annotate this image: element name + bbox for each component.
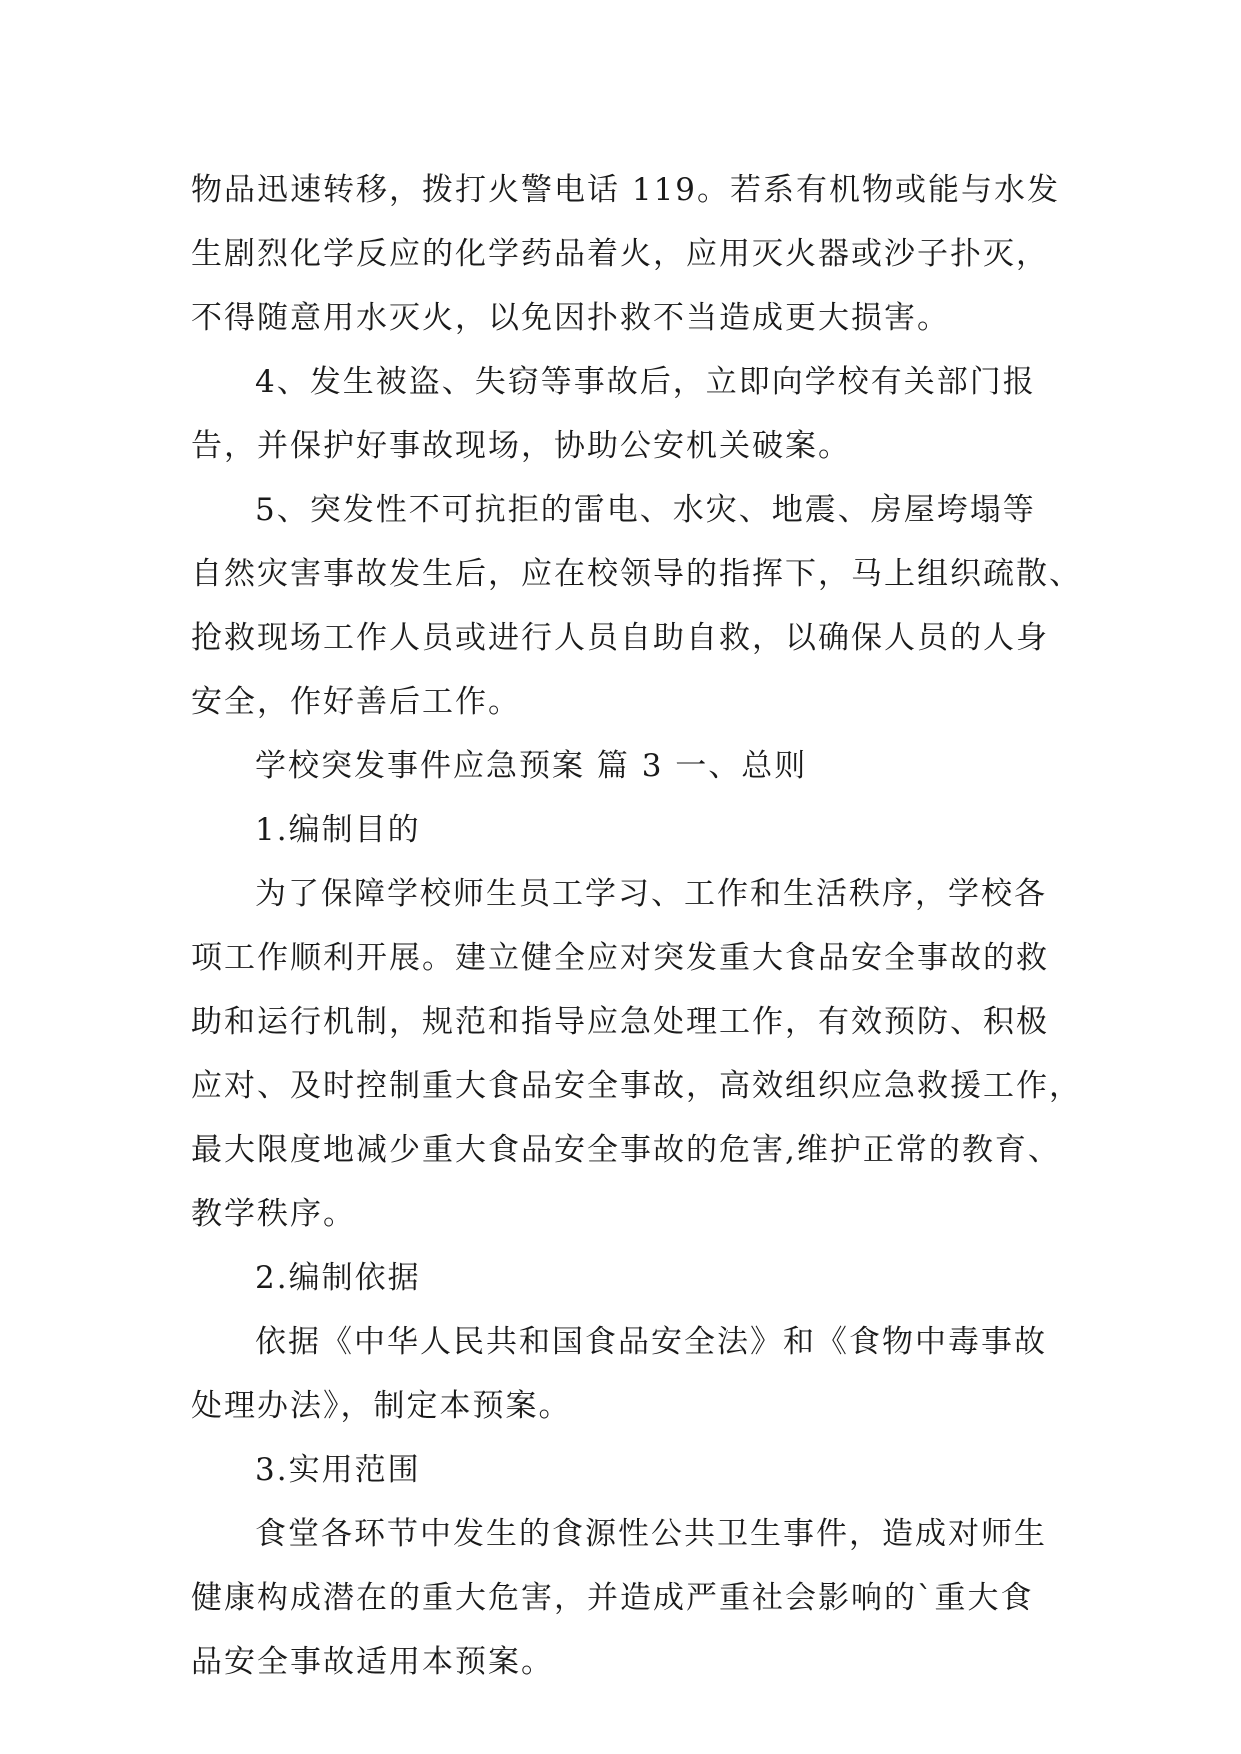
text-line: 告，并保护好事故现场，协助公安机关破案。 — [191, 428, 851, 464]
subsection-heading: 1.编制目的 — [255, 812, 421, 848]
text-line: 为了保障学校师生员工学习、工作和生活秩序，学校各 — [255, 876, 1047, 912]
text-line: 4、发生被盗、失窃等事故后，立即向学校有关部门报 — [255, 364, 1036, 400]
text-line: 5、突发性不可抗拒的雷电、水灾、地震、房屋垮塌等 — [255, 492, 1036, 528]
text-line: 自然灾害事故发生后，应在校领导的指挥下，马上组织疏散、 — [191, 556, 1082, 592]
text-line: 不得随意用水灭火，以免因扑救不当造成更大损害。 — [191, 300, 950, 336]
text-line: 处理办法》，制定本预案。 — [191, 1388, 572, 1424]
text-line: 依据《中华人民共和国食品安全法》和《食物中毒事故 — [255, 1324, 1047, 1360]
document-body — [191, 158, 1082, 1694]
text-line: 生剧烈化学反应的化学药品着火，应用灭火器或沙子扑灭， — [191, 236, 1049, 272]
text-line: 安全，作好善后工作。 — [191, 684, 521, 720]
subsection-heading: 3.实用范围 — [255, 1452, 421, 1488]
subsection-heading: 2.编制依据 — [255, 1260, 421, 1296]
text-line: 食堂各环节中发生的食源性公共卫生事件，造成对师生 — [255, 1516, 1047, 1552]
text-line: 抢救现场工作人员或进行人员自助自救，以确保人员的人身 — [191, 620, 1049, 656]
text-line: 助和运行机制，规范和指导应急处理工作，有效预防、积极 — [191, 1004, 1049, 1040]
text-line: 应对、及时控制重大食品安全事故，高效组织应急救援工作， — [191, 1068, 1082, 1104]
text-line: 品安全事故适用本预案。 — [191, 1644, 554, 1680]
text-line: 项工作顺利开展。建立健全应对突发重大食品安全事故的救 — [191, 940, 1049, 976]
text-line: 教学秩序。 — [191, 1196, 356, 1232]
text-line: 最大限度地减少重大食品安全事故的危害,维护正常的教育、 — [191, 1132, 1061, 1168]
text-line: 物品迅速转移，拨打火警电话 119。若系有机物或能与水发 — [191, 172, 1061, 208]
section-heading: 学校突发事件应急预案 篇 3 一、总则 — [255, 748, 808, 784]
text-line: 健康构成潜在的重大危害，并造成严重社会影响的`重大食 — [191, 1580, 1034, 1616]
